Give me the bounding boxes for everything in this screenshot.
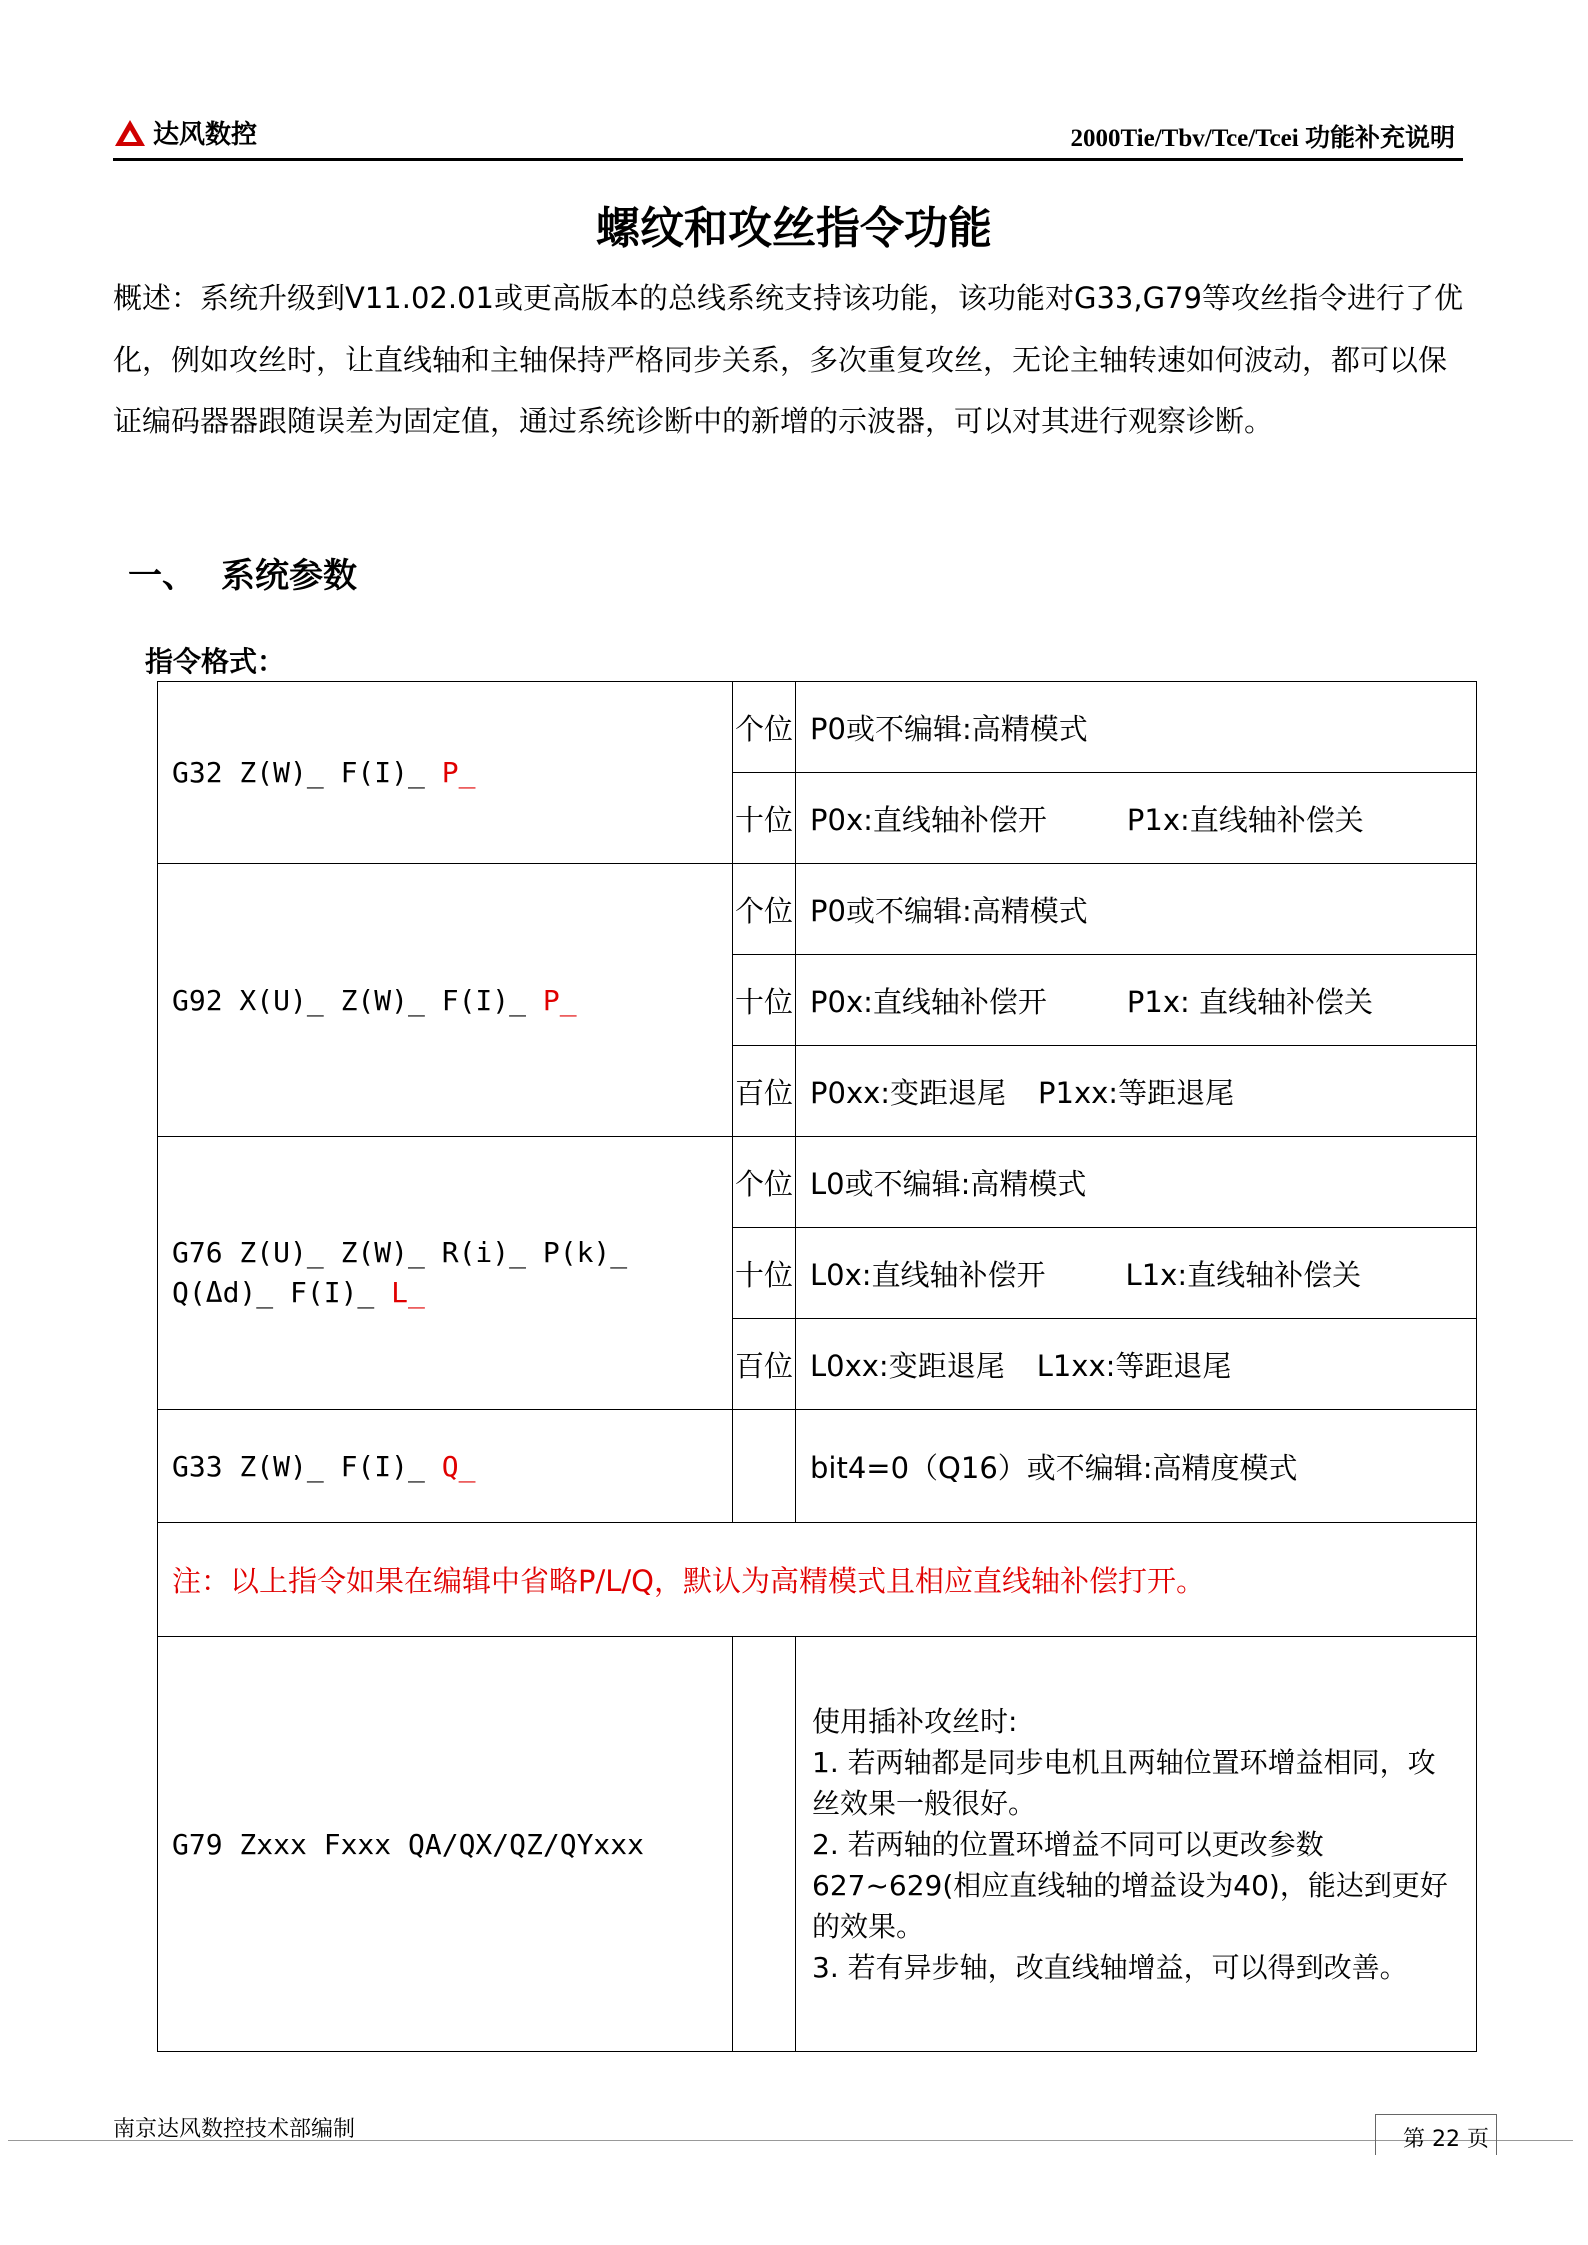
page-header [113,108,1463,161]
description-cell: L0x:直线轴补偿开 L1x:直线轴补偿关 [796,1228,1477,1319]
digit-position: 百位 [733,1319,796,1410]
company-logo [113,114,257,151]
command-format-table [157,681,1477,2052]
section-title: 系统参数 [221,556,357,596]
digit-position: 百位 [733,1046,796,1137]
company-name: 达风数控 [153,120,258,150]
tapping-notes-cell [796,1637,1477,2052]
command-cell: G32 Z(W)_ F(I)_ P_ [158,682,733,864]
command-cell: G33 Z(W)_ F(I)_ Q_ [158,1410,733,1523]
digit-position: 十位 [733,1228,796,1319]
digit-position: 个位 [733,864,796,955]
table-row [158,1523,1477,1637]
description-cell: P0xx:变距退尾 P1xx:等距退尾 [796,1046,1477,1137]
description-cell: P0x:直线轴补偿开 P1x:直线轴补偿关 [796,773,1477,864]
table-row [158,1410,1477,1523]
description-cell: bit4=0（Q16）或不编辑:高精度模式 [796,1410,1477,1523]
table-row [158,1637,1477,2052]
table-row [158,864,1477,955]
table-row [158,1137,1477,1228]
document-title-header [1070,118,1455,154]
param-code: P_ [441,756,476,789]
description-cell: P0或不编辑:高精模式 [796,864,1477,955]
section-heading [128,548,357,597]
note-line: 1. 若两轴都是同步电机且两轴位置环增益相同，攻丝效果一般很好。 [812,1745,1436,1820]
digit-position: 个位 [733,682,796,773]
footer-editor: 南京达风数控技术部编制 [113,2117,356,2142]
description-cell: P0x:直线轴补偿开 P1x: 直线轴补偿关 [796,955,1477,1046]
doc-title: 功能补充说明 [1304,123,1455,152]
digit-position [733,1637,796,2052]
note-line: 3. 若有异步轴，改直线轴增益，可以得到改善。 [812,1950,1408,1984]
description-cell: L0xx:变距退尾 L1xx:等距退尾 [796,1319,1477,1410]
digit-position: 十位 [733,955,796,1046]
note-line: 2. 若两轴的位置环增益不同可以更改参数627~629(相应直线轴的增益设为40)，能达到更好的效果。 [812,1827,1448,1943]
command-cell: G79 Zxxx Fxxx QA/QX/QZ/QYxxx [158,1637,733,2052]
section-number: 一、 [128,556,196,596]
command-cell: G92 X(U)_ Z(W)_ F(I)_ P_ [158,864,733,1137]
param-code: P_ [542,983,577,1017]
digit-position: 个位 [733,1137,796,1228]
page-number: 第 22 页 [1403,2127,1489,2152]
command-cell: G76 Z(U)_ Z(W)_ R(i)_ P(k)_ Q(Δd)_ F(I)_ L_ [158,1137,733,1410]
digit-position [733,1410,796,1523]
param-code: L_ [391,1276,425,1309]
description-cell: P0或不编辑:高精模式 [796,682,1477,773]
triangle-logo-icon [113,118,147,148]
doc-model: 2000Tie/Tbv/Tce/Tcei [1070,125,1299,152]
note-line: 使用插补攻丝时: [812,1704,1018,1738]
page-title: 螺纹和攻丝指令功能 [596,203,992,254]
format-label: 指令格式： [145,645,286,678]
overview-paragraph: 概述：系统升级到V11.02.01或更高版本的总线系统支持该功能，该功能对G33,G79等攻丝指令进行了优化，例如攻丝时，让直线轴和主轴保持严格同步关系，多次重复攻丝，无论主轴转速如何波动，都可以保证编码器器跟随误差为固定值，通过系统诊断中的新增的示波器，可以对其进行观察诊断。 [113,281,1463,438]
digit-position: 十位 [733,773,796,864]
footer-divider [8,2140,1573,2141]
param-code: Q_ [441,1449,476,1483]
table-row [158,682,1477,773]
description-cell: L0或不编辑:高精模式 [796,1137,1477,1228]
note-cell: 注：以上指令如果在编辑中省略P/L/Q，默认为高精模式且相应直线轴补偿打开。 [158,1523,1477,1637]
